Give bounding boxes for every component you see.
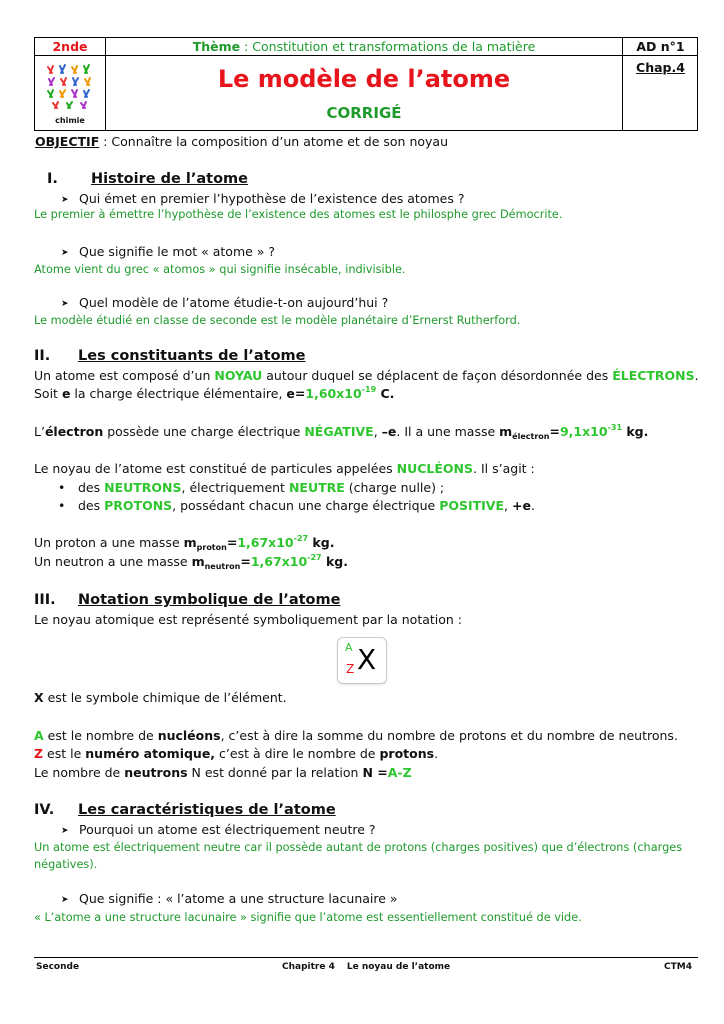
text: . [389,386,395,401]
symbol-x: X [34,690,44,705]
mass-symbol: m [183,535,197,550]
text: Le noyau de l’atome est constitué de particules appelées [34,461,397,476]
equals: = [549,424,560,439]
text: Le nombre de [34,765,125,780]
keyword-neutre: NEUTRE [288,480,345,495]
header-table [34,37,698,131]
footer-center [282,962,450,972]
question-1-3 [61,295,388,312]
a-definition [34,728,678,744]
equation: e= [286,386,306,401]
mass-subscript: proton [196,543,227,552]
text: . [694,368,699,383]
exponent: -27 [307,553,322,562]
word-numero-atomique: numéro atomique, [85,746,216,761]
bullet-protons [58,498,535,514]
word-electron: électron [44,424,104,439]
chapter-label: Chap.4 [636,60,685,75]
question-text: Qui émet en premier l’hypothèse de l’existence des atomes ? [79,191,465,206]
section-4-number: IV. [34,802,55,818]
unit: C [376,386,390,401]
footer-right: CTM4 [664,962,692,972]
equals: = [226,535,238,550]
arrow-bullet-icon: ➤ [61,895,69,905]
section-3-heading [34,592,340,608]
section-1-title: Histoire de l’atome [91,171,248,187]
text: . [643,424,649,439]
question-1-2 [61,244,275,261]
equals: = [240,554,251,569]
value: 1,67x10 [250,554,308,569]
text: c’est à dire le nombre de [215,746,380,761]
answer-4-1-line-1: Un atome est électriquement neutre car il possède autant de protons (charges positives) que d’électrons (charges [34,841,683,854]
answer-4-2: « L’atome a une structure lacunaire » signifie que l’atome est essentiellement constitué de vide. [34,911,582,924]
answer-4-1-line-2: négatives). [34,858,98,871]
text: , [504,498,512,513]
value: 9,1x10 [559,424,608,439]
text: , possédant chacun une charge électrique [172,498,440,513]
text: des [78,498,105,513]
ad-number: AD n°1 [636,39,685,54]
text: possède une charge électrique [103,424,305,439]
section-4-heading [34,802,336,818]
mass-subscript: neutron [204,562,241,571]
question-text: Que signifie : « l’atome a une structure lacunaire » [79,891,398,906]
footer-rule [34,957,698,958]
text: . Il a une masse [396,424,500,439]
text: Soit [34,386,62,401]
text: la charge électrique élémentaire, [70,386,287,401]
keyword-negative: NÉGATIVE [304,424,374,439]
text: des [78,480,105,495]
logo-caption: chimie [55,116,85,125]
question-4-2 [61,891,398,908]
paragraph-neutron-mass [34,554,348,570]
text: est le [43,746,86,761]
text: , c’est à dire la somme du nombre de protons et du nombre de neutrons. [220,728,678,743]
page-subtitle: CORRIGÉ [326,104,402,122]
text: . Il s’agit : [473,461,535,476]
relation-a-z: A-Z [387,765,412,780]
text: . [434,746,439,761]
unit: kg [622,424,644,439]
text: , électriquement [181,480,289,495]
text: . [530,498,535,513]
paragraph-electron [34,424,648,440]
arrow-bullet-icon: ➤ [61,299,69,309]
word-nucleons: nucléons [157,728,221,743]
paragraph-noyau [34,368,699,384]
arrow-bullet-icon: ➤ [61,826,69,836]
word-neutrons: neutrons [124,765,188,780]
exponent: -27 [293,534,309,543]
text: Un proton a une masse [34,535,184,550]
keyword-electrons: ÉLECTRONS [612,368,695,383]
theme-cell [106,38,622,55]
x-definition [34,690,287,706]
page-title: Le modèle de l’atome [217,65,511,93]
text: (charge nulle) ; [344,480,445,495]
footer-title: Le noyau de l’atome [346,962,451,972]
paragraph-charge [34,386,394,402]
question-text: Que signifie le mot « atome » ? [79,244,276,259]
objective-label: OBJECTIF [35,134,100,149]
question-4-1 [61,822,376,839]
section-1-number: I. [47,171,58,187]
mass-symbol: m [191,554,205,569]
mass-subscript: électron [512,432,550,441]
text: autour duquel se déplacent de façon désordonnée des [262,368,613,383]
notation-symbol: X [357,643,377,676]
footer-chapter: Chapitre 4 [282,962,335,972]
keyword-positive: POSITIVE [439,498,505,513]
theme-value: : Constitution et transformations de la matière [240,39,536,54]
text: . [329,535,335,550]
unit: kg [321,554,344,569]
charge-plus-e: +e [511,498,531,513]
section-2-heading [34,348,306,364]
footer-left: Seconde [36,962,80,972]
theme-label: Thème [192,39,241,54]
symbol-z: Z [34,746,44,761]
symbol-a: A [34,728,44,743]
word-protons: protons [379,746,435,761]
z-definition [34,746,438,762]
text: est le symbole chimique de l’élément. [43,690,287,705]
keyword-nucleons: NUCLÉONS [396,461,474,476]
notation-atomic-number: Z [346,662,355,676]
bullet-dot-icon: • [58,480,66,495]
ad-number-cell [623,38,698,55]
text: Un neutron a une masse [34,554,192,569]
section-2-title: Les constituants de l’atome [78,348,306,364]
level-label: 2nde [52,39,88,54]
answer-1-1: Le premier à émettre l’hypothèse de l’existence des atomes est le philosphe grec Démocrite. [34,208,563,221]
answer-1-2: Atome vient du grec « atomos » qui signifie insécable, indivisible. [34,263,406,276]
text: N est donné par la relation [187,765,363,780]
notation-intro: Le noyau atomique est représenté symboliquement par la notation : [34,612,463,627]
keyword-neutrons: NEUTRONS [104,480,182,495]
bullet-neutrons [58,480,444,496]
n-definition [34,765,412,781]
molecule-figures-icon [43,62,97,110]
question-text: Quel modèle de l’atome étudie-t-on aujourd’hui ? [79,295,389,310]
arrow-bullet-icon: ➤ [61,195,69,205]
text: Un atome est composé d’un [34,368,215,383]
unit: kg [308,535,330,550]
value: 1,60x10 [305,386,362,401]
objective-text: : Connaître la composition d’un atome et de son noyau [99,134,449,149]
symbol-e: e [61,386,71,401]
keyword-protons: PROTONS [104,498,173,513]
mass-symbol: m [499,424,513,439]
relation-n: N = [362,765,388,780]
text: est le nombre de [43,728,158,743]
answer-1-3: Le modèle étudié en classe de seconde est le modèle planétaire d’Ernerst Rutherford. [34,314,521,327]
question-1-1 [61,191,464,208]
text: , [373,424,382,439]
exponent: -19 [361,385,377,394]
exponent: -31 [607,423,623,432]
charge-minus-e: –e [381,424,397,439]
paragraph-nucleons [34,461,535,477]
chemistry-logo [43,62,97,124]
question-text: Pourquoi un atome est électriquement neutre ? [79,822,376,837]
keyword-noyau: NOYAU [214,368,263,383]
bullet-dot-icon: • [58,498,66,513]
text: L’ [34,424,45,439]
paragraph-proton-mass [34,535,334,551]
section-3-number: III. [34,592,56,608]
arrow-bullet-icon: ➤ [61,248,69,258]
section-4-title: Les caractéristiques de l’atome [78,802,336,818]
notation-mass-number: A [345,641,353,654]
text: . [343,554,348,569]
value: 1,67x10 [237,535,294,550]
section-2-number: II. [34,348,51,364]
level-cell [35,38,105,55]
section-3-title: Notation symbolique de l’atome [78,592,341,608]
objective-line [35,134,448,150]
section-1-heading [47,171,248,187]
atomic-notation-box [337,637,387,684]
